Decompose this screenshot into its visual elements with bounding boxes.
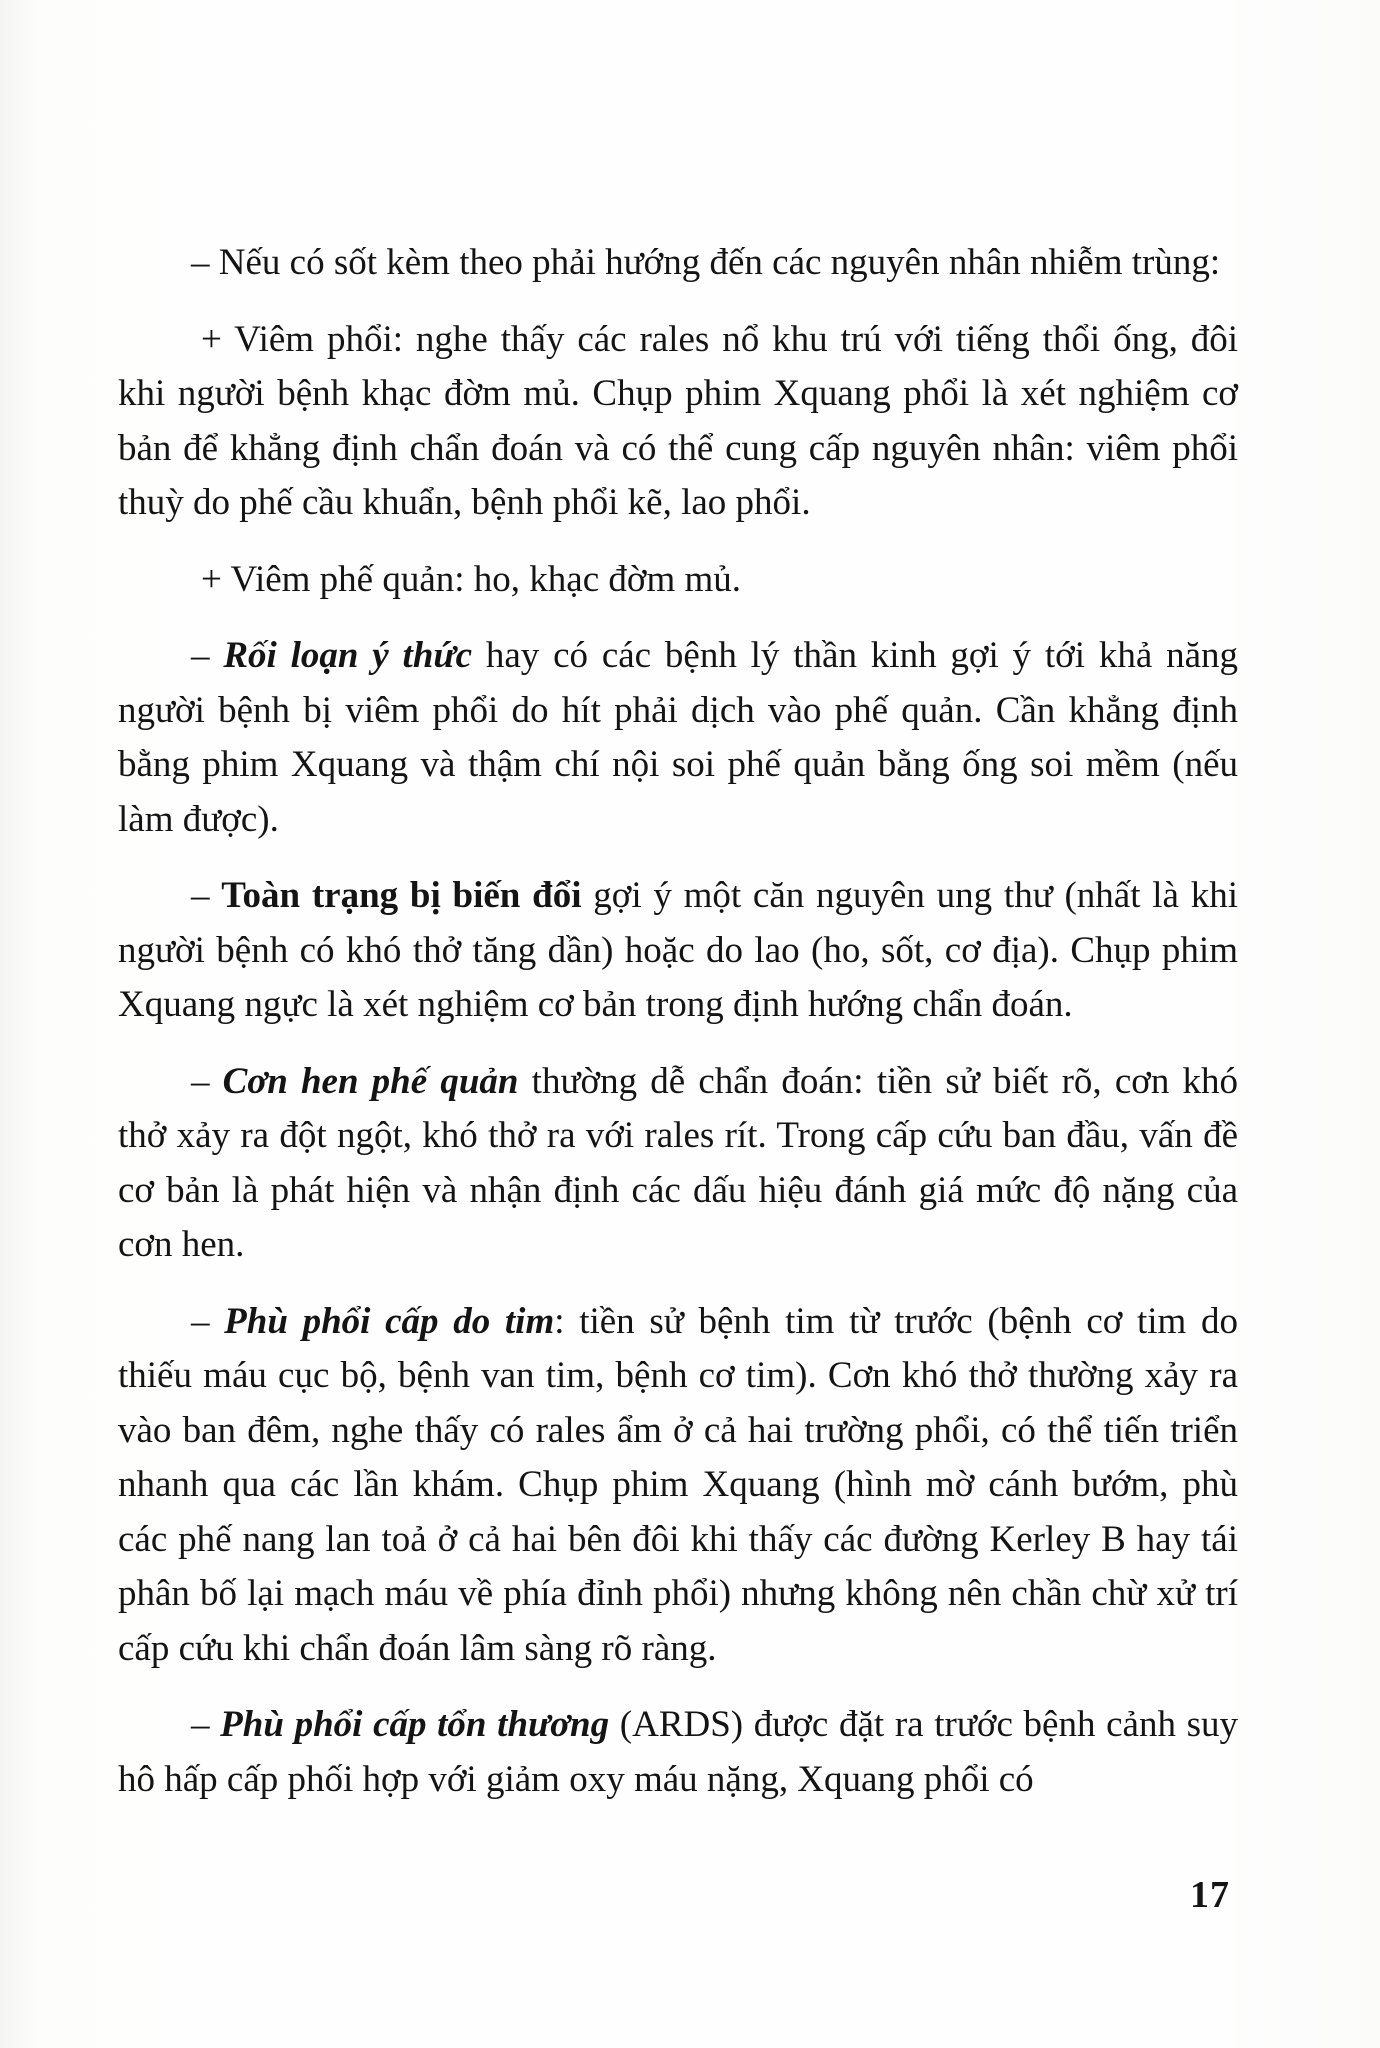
paragraph-text: thường dễ chẩn đoán: tiền sử biết rõ, cơn khó thở xảy ra đột ngột, khó thở ra với rales rít. Trong cấp cứu ban đầu, vấn đề cơ bản là phát hiện và nhận định các dấu hiệu đánh giá mức độ nặng của cơn hen. xyxy=(118,1060,1238,1265)
term-heading: Toàn trạng bị biến đổi xyxy=(221,875,582,916)
paragraph-text: (ARDS) được đặt ra trước bệnh cảnh suy hô hấp cấp phối hợp với giảm oxy máu nặng, Xquang phổi có xyxy=(118,1704,1238,1800)
paragraph-cardiogenic-edema xyxy=(118,1295,1238,1677)
paragraph-general-condition xyxy=(118,869,1238,1033)
dash-prefix: – xyxy=(191,1300,225,1342)
paragraph-text: + Viêm phổi: nghe thấy các rales nổ khu trú với tiếng thổi ống, đôi khi người bệnh khạc đờm mủ. Chụp phim Xquang phổi là xét nghiệm cơ bản để khẳng định chẩn đoán và có thể cung cấp nguyên nhân: viêm phổi thuỳ do phế cầu khuẩn, bệnh phổi kẽ, lao phổi. xyxy=(118,318,1238,523)
dash-prefix: – xyxy=(191,1060,223,1102)
term-heading: Phù phổi cấp tổn thương xyxy=(220,1704,610,1745)
paragraph-text: + Viêm phế quản: ho, khạc đờm mủ. xyxy=(201,558,742,600)
page-number: 17 xyxy=(1190,1874,1230,1916)
paragraph-bronchitis xyxy=(118,553,1238,608)
paragraph-text: gợi ý một căn nguyên ung thư (nhất là khi người bệnh có khó thở tăng dần) hoặc do lao (ho, sốt, cơ địa). Chụp phim Xquang ngực là xét nghiệm cơ bản trong định hướng chẩn đoán. xyxy=(118,875,1238,1025)
paragraph-text: : tiền sử bệnh tim từ trước (bệnh cơ tim do thiếu máu cục bộ, bệnh van tim, bệnh cơ tim). Cơn khó thở thường xảy ra vào ban đêm, nghe thấy có rales ẩm ở cả hai trường phổi, có thể tiến triển nhanh qua các lần khám. Chụp phim Xquang (hình mờ cánh bướm, phù các phế nang lan toả ở cả hai bên đôi khi thấy các đường Kerley B hay tái phân bố lại mạch máu về phía đỉnh phổi) nhưng không nên chần chừ xử trí cấp cứu khi chẩn đoán lâm sàng rõ ràng. xyxy=(118,1300,1238,1669)
term-heading: Phù phổi cấp do tim xyxy=(224,1300,555,1342)
paragraph-text: – Nếu có sốt kèm theo phải hướng đến các nguyên nhân nhiễm trùng: xyxy=(191,242,1221,283)
paragraph-pneumonia xyxy=(118,313,1238,531)
paragraph-fever-infection xyxy=(118,236,1238,291)
paragraph-ards xyxy=(118,1698,1238,1807)
paragraph-text: hay có các bệnh lý thần kinh gợi ý tới khả năng người bệnh bị viêm phổi do hít phải dịch vào phế quản. Cần khẳng định bằng phim Xquang và thậm chí nội soi phế quản bằng ống soi mềm (nếu làm được). xyxy=(118,635,1239,840)
body-text xyxy=(118,236,1238,1807)
paragraph-asthma xyxy=(118,1055,1238,1273)
dash-prefix: – xyxy=(191,875,222,916)
term-heading: Rối loạn ý thức xyxy=(223,635,472,676)
dash-prefix: – xyxy=(191,1704,221,1745)
paragraph-consciousness xyxy=(118,629,1238,847)
term-heading: Cơn hen phế quản xyxy=(222,1060,519,1102)
dash-prefix: – xyxy=(191,635,224,676)
